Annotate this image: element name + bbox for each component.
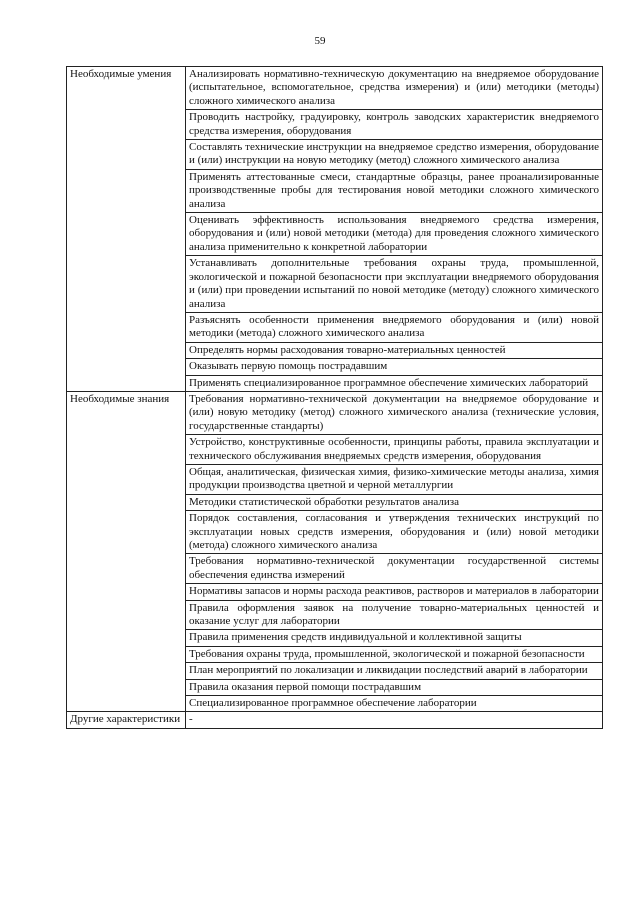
- other-item: -: [186, 712, 603, 728]
- table-row: [67, 391, 603, 434]
- knowledge-item: Требования нормативно-технической документации на внедряемое оборудование и (или) новую методику (метод) сложного химического анализа (технические условия, государственные стандарты): [186, 391, 603, 434]
- table-row: [67, 67, 603, 110]
- knowledge-item: Общая, аналитическая, физическая химия, физико-химические методы анализа, химия продукции производства цветной и черной металлургии: [186, 464, 603, 494]
- knowledge-item: Специализированное программное обеспечение лаборатории: [186, 696, 603, 712]
- skill-item: Разъяснять особенности применения внедряемого оборудования и (или) новой методики (метода) сложного химического анализа: [186, 312, 603, 342]
- knowledge-item: Методики статистической обработки результатов анализа: [186, 494, 603, 510]
- requirements-table: [66, 66, 603, 729]
- skill-item: Устанавливать дополнительные требования охраны труда, промышленной, экологической и пожарной безопасности при эксплуатации внедряемого оборудования и (или) при проведении испытаний по новой методике (методу) сложного химического анализа: [186, 256, 603, 313]
- skill-item: Применять аттестованные смеси, стандартные образцы, ранее проанализированные производственные пробы для тестирования новой методики сложного химического анализа: [186, 169, 603, 212]
- section-label-other: Другие характеристики: [67, 712, 186, 728]
- skill-item: Применять специализированное программное обеспечение химических лабораторий: [186, 375, 603, 391]
- page-number: 59: [314, 35, 326, 47]
- knowledge-item: Правила оформления заявок на получение товарно-материальных ценностей и оказание услуг для лаборатории: [186, 600, 603, 630]
- knowledge-item: Нормативы запасов и нормы расхода реактивов, растворов и материалов в лаборатории: [186, 584, 603, 600]
- section-label-knowledge: Необходимые знания: [67, 391, 186, 712]
- knowledge-item: Правила оказания первой помощи пострадавшим: [186, 679, 603, 695]
- knowledge-item: План мероприятий по локализации и ликвидации последствий аварий в лаборатории: [186, 663, 603, 679]
- knowledge-item: Правила применения средств индивидуальной и коллективной защиты: [186, 630, 603, 646]
- knowledge-item: Требования нормативно-технической документации государственной системы обеспечения единства измерений: [186, 554, 603, 584]
- knowledge-item: Порядок составления, согласования и утверждения технических инструкций по эксплуатации новых средств измерения, оборудования и (или) новой методики (метода) сложного химического анализа: [186, 511, 603, 554]
- skill-item: Составлять технические инструкции на внедряемое средство измерения, оборудование и (или) инструкции на новую методику (метод) сложного химического анализа: [186, 140, 603, 170]
- table-row: [67, 712, 603, 728]
- skill-item: Определять нормы расходования товарно-материальных ценностей: [186, 342, 603, 358]
- section-label-skills: Необходимые умения: [67, 67, 186, 392]
- skill-item: Проводить настройку, градуировку, контроль заводских характеристик внедряемого средства измерения, оборудования: [186, 110, 603, 140]
- skill-item: Анализировать нормативно-техническую документацию на внедряемое оборудование (испытательное, вспомогательное, средства измерения) и (или) методики (методы) сложного химического анализа: [186, 67, 603, 110]
- skill-item: Оказывать первую помощь пострадавшим: [186, 359, 603, 375]
- knowledge-item: Требования охраны труда, промышленной, экологической и пожарной безопасности: [186, 646, 603, 662]
- skill-item: Оценивать эффективность использования внедряемого средства измерения, оборудования и (или) новой методики (метода) для проведения сложного химического анализа применительно к конкретной лаборатории: [186, 213, 603, 256]
- knowledge-item: Устройство, конструктивные особенности, принципы работы, правила эксплуатации и технического обслуживания внедряемых средств измерения, оборудования: [186, 435, 603, 465]
